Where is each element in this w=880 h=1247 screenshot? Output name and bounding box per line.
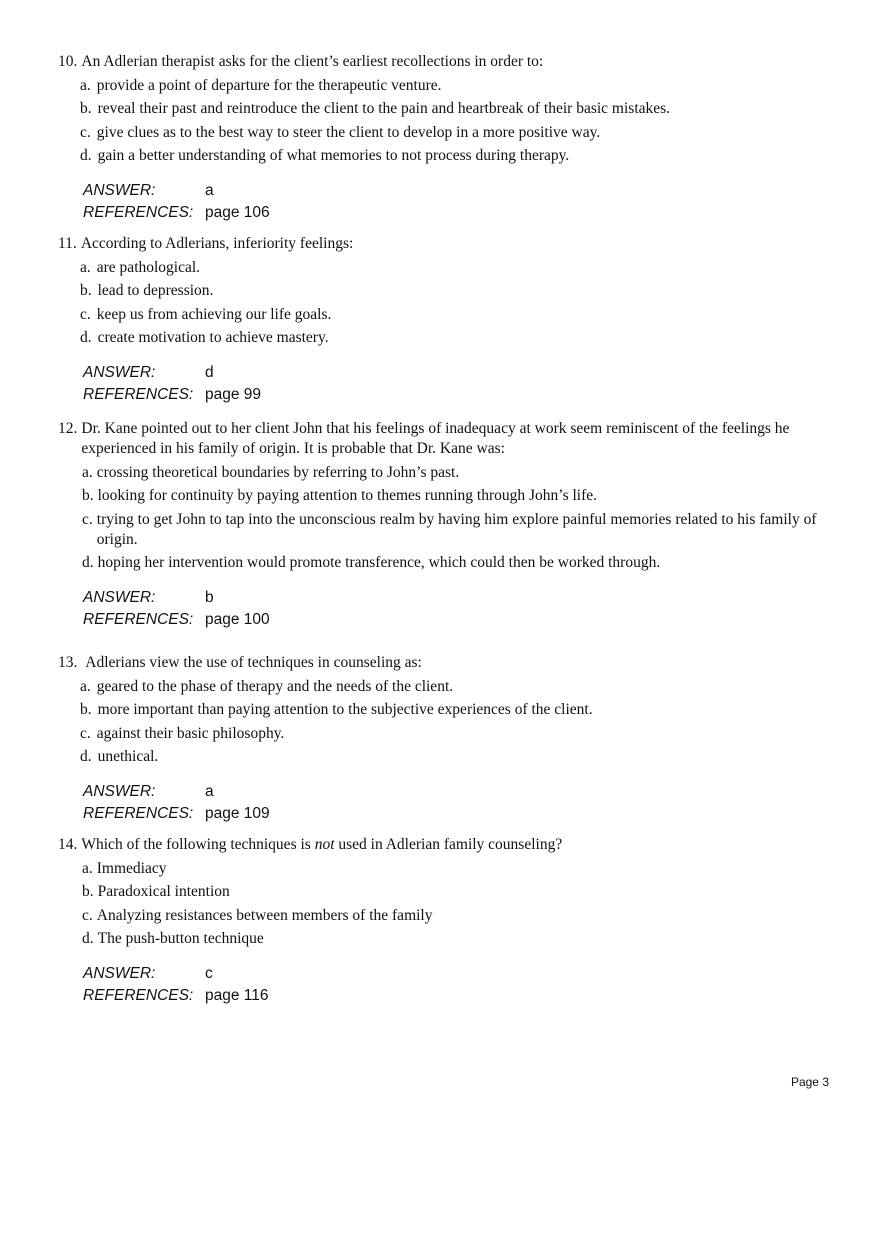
references-label: REFERENCES:: [83, 204, 194, 221]
option-letter: a.: [82, 463, 93, 481]
answer-value: d: [205, 364, 214, 381]
option-text: hoping her intervention would promote transference, which could then be worked through.: [97, 554, 661, 571]
option-text: looking for continuity by paying attention to themes running through John’s life.: [97, 487, 598, 504]
references-label: REFERENCES:: [83, 987, 194, 1004]
option-a: [82, 463, 838, 483]
question-number: 10.: [58, 53, 78, 70]
option-letter: a.: [80, 258, 91, 276]
references-label: REFERENCES:: [83, 386, 194, 403]
question-text: According to Adlerians, inferiority feelings:: [80, 235, 354, 252]
reference-value: page 99: [205, 386, 262, 403]
option-d: [82, 929, 838, 949]
answer-label: ANSWER:: [83, 965, 156, 982]
option-letter: c.: [80, 123, 91, 141]
answer-block: [83, 362, 838, 406]
option-letter: d.: [82, 930, 94, 947]
option-letter: d.: [82, 554, 94, 571]
question-stem: [58, 835, 838, 855]
option-letter: d.: [80, 329, 92, 346]
option-c: [80, 123, 838, 143]
options-list: [58, 258, 838, 349]
question-number: 12.: [58, 420, 78, 437]
option-text: The push-button technique: [97, 930, 264, 947]
option-text: keep us from achieving our life goals.: [96, 305, 332, 323]
option-text: Analyzing resistances between members of the family: [96, 906, 433, 924]
answer-block: [83, 587, 838, 631]
question-stem: [58, 653, 838, 673]
option-c: [80, 305, 838, 325]
options-list: [58, 463, 838, 574]
question-number: 13.: [58, 654, 82, 671]
reference-value: page 116: [205, 987, 269, 1004]
option-letter: c.: [80, 724, 91, 742]
option-b: [80, 281, 838, 301]
option-letter: b.: [80, 701, 92, 718]
option-letter: b.: [80, 100, 92, 117]
option-text: crossing theoretical boundaries by referring to John’s past.: [96, 463, 460, 481]
question-text-emphasis: not: [314, 836, 335, 853]
question-number: 14.: [58, 836, 78, 853]
option-letter: b.: [82, 487, 94, 504]
option-letter: c.: [80, 305, 91, 323]
question-stem: [58, 234, 838, 254]
page-number: Page 3: [790, 1075, 829, 1089]
option-text: create motivation to achieve mastery.: [97, 329, 329, 346]
option-text: Paradoxical intention: [97, 883, 230, 900]
option-c: [82, 906, 838, 926]
answer-block: [83, 781, 838, 825]
question-14: [58, 835, 838, 1007]
option-b: [82, 486, 838, 506]
option-letter: c.: [82, 906, 93, 924]
answer-label: ANSWER:: [83, 182, 156, 199]
answer-value: a: [205, 783, 214, 800]
option-c: [82, 510, 838, 550]
question-text-before: Which of the following techniques is: [81, 836, 315, 853]
option-letter: d.: [80, 748, 92, 765]
option-d: [80, 747, 838, 767]
option-d: [80, 328, 838, 348]
options-list: [58, 76, 838, 167]
answer-label: ANSWER:: [83, 364, 156, 381]
question-text: Dr. Kane pointed out to her client John that his feelings of inadequacy at work seem reminiscent of the feelings he experienced in his family of origin. It is probable that Dr. Kane was:: [81, 420, 790, 457]
option-b: [80, 99, 838, 119]
option-text: against their basic philosophy.: [96, 724, 285, 742]
question-text: Adlerians view the use of techniques in counseling as:: [85, 654, 422, 671]
option-text: Immediacy: [96, 859, 167, 877]
option-c: [80, 724, 838, 744]
option-text: reveal their past and reintroduce the client to the pain and heartbreak of their basic mistakes.: [97, 100, 671, 117]
answer-value: c: [205, 965, 213, 982]
option-d: [82, 553, 838, 573]
option-letter: a.: [80, 677, 91, 695]
option-letter: a.: [82, 859, 93, 877]
question-12: [58, 419, 838, 631]
question-number: 11.: [58, 235, 77, 252]
option-text: trying to get John to tap into the unconscious realm by having him explore painful memories related to his family of origin.: [96, 510, 817, 548]
option-b: [82, 882, 838, 902]
reference-value: page 106: [205, 204, 270, 221]
answer-label: ANSWER:: [83, 589, 156, 606]
question-text: An Adlerian therapist asks for the client’s earliest recollections in order to:: [81, 53, 544, 70]
references-label: REFERENCES:: [83, 611, 194, 628]
option-d: [80, 146, 838, 166]
answer-label: ANSWER:: [83, 783, 156, 800]
option-letter: d.: [80, 147, 92, 164]
answer-block: [83, 180, 838, 224]
option-a: [82, 859, 838, 879]
options-list: [58, 859, 838, 950]
question-text: [81, 835, 838, 855]
option-a: [80, 677, 838, 697]
reference-value: page 109: [205, 805, 270, 822]
option-text: give clues as to the best way to steer the client to develop in a more positive way.: [96, 123, 601, 141]
answer-block: [83, 963, 838, 1007]
question-text-after: used in Adlerian family counseling?: [334, 836, 563, 853]
option-letter: b.: [82, 883, 94, 900]
option-b: [80, 700, 838, 720]
question-13: [58, 653, 838, 825]
question-stem: [58, 52, 838, 72]
option-letter: b.: [80, 282, 92, 299]
option-text: gain a better understanding of what memories to not process during therapy.: [97, 147, 570, 164]
option-text: provide a point of departure for the therapeutic venture.: [96, 76, 442, 94]
option-text: geared to the phase of therapy and the needs of the client.: [96, 677, 454, 695]
option-a: [80, 258, 838, 278]
references-label: REFERENCES:: [83, 805, 194, 822]
option-text: more important than paying attention to the subjective experiences of the client.: [97, 701, 593, 718]
option-a: [80, 76, 838, 96]
option-letter: a.: [80, 76, 91, 94]
option-letter: c.: [82, 510, 93, 528]
question-10: [58, 52, 838, 224]
option-text: lead to depression.: [97, 282, 214, 299]
reference-value: page 100: [205, 611, 270, 628]
options-list: [58, 677, 838, 768]
question-11: [58, 234, 838, 406]
answer-value: b: [205, 589, 214, 606]
question-stem: [58, 419, 838, 459]
option-text: unethical.: [97, 748, 159, 765]
option-text: are pathological.: [96, 258, 201, 276]
answer-value: a: [205, 182, 214, 199]
